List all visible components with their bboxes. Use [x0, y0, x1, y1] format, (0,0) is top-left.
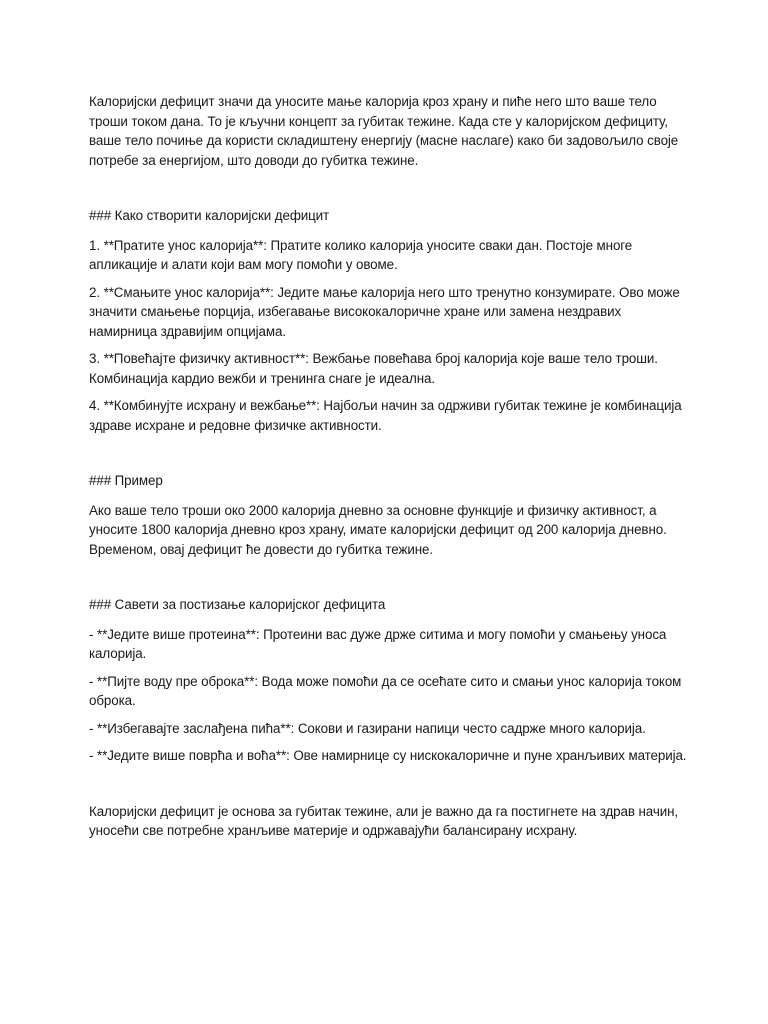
conclusion-paragraph: Калоријски дефицит је основа за губитак тежине, али је важно да га постигнете на здрав начин, уносећи све потребне хранљиве материје и одржавајући балансирану исхрану.: [89, 803, 679, 838]
tip-item-vegetables: - **Једите више поврћа и воћа**: Ове намирнице су нискокалоричне и пуне хранљивих материја.: [89, 748, 687, 763]
tip-item-water: - **Пијте воду пре оброка**: Вода може помоћи да се осећате сито и смањи унос калорија током оброка.: [89, 673, 682, 708]
intro-paragraph: Калоријски дефицит значи да уносите мање калорија кроз храну и пиће него што ваше тело троши током дана. То је кључни концепт за губитак тежине. Када сте у калоријском дефициту, ваше тело почиње да користи складиштену енергију (масне наслаге) како би задовољило своје потребе за енергијом, што доводи до губитка тежине.: [89, 94, 679, 168]
section-heading-tips: ### Савети за постизање калоријског дефицита: [89, 597, 386, 612]
list-item-combine: 4. **Комбинујте исхрану и вежбање**: Најбољи начин за одрживи губитак тежине је комбинација здраве исхране и редовне физичке активности.: [89, 398, 682, 433]
list-item-increase-activity: 3. **Повећајте физичку активност**: Вежбање повећава број калорија које ваше тело троши. Комбинација кардио вежби и тренинга снаге је идеална.: [89, 351, 658, 386]
example-paragraph: Ако ваше тело троши око 2000 калорија дневно за основне функције и физичку активност, а уносите 1800 калорија дневно кроз храну, имате калоријски дефицит од 200 калорија дневно. Временом, овај дефицит ће довести до губитка тежине.: [89, 502, 667, 557]
tip-item-sweet-drinks: - **Избегавајте заслађена пића**: Сокови и газирани напици често садрже много калорија.: [89, 720, 646, 736]
section-heading-example: ### Пример: [89, 473, 163, 488]
section-heading-create-deficit: ### Како створити калоријски дефицит: [89, 208, 330, 223]
tip-item-protein: - **Једите више протеина**: Протеини вас дуже држе ситима и могу помоћи у смањењу уноса калорија.: [89, 626, 667, 661]
list-item-reduce-intake: 2. **Смањите унос калорија**: Једите мање калорија него што тренутно конзумирате. Ово може значити смањење порција, избегавање висококалоричне хране или замена нездравих намирница здравијим опцијама.: [89, 284, 680, 339]
list-item-track-intake: 1. **Пратите унос калорија**: Пратите колико калорија уносите сваки дан. Постоје многе апликације и алати који вам могу помоћи у овоме.: [89, 237, 633, 272]
document-body: [89, 92, 689, 841]
